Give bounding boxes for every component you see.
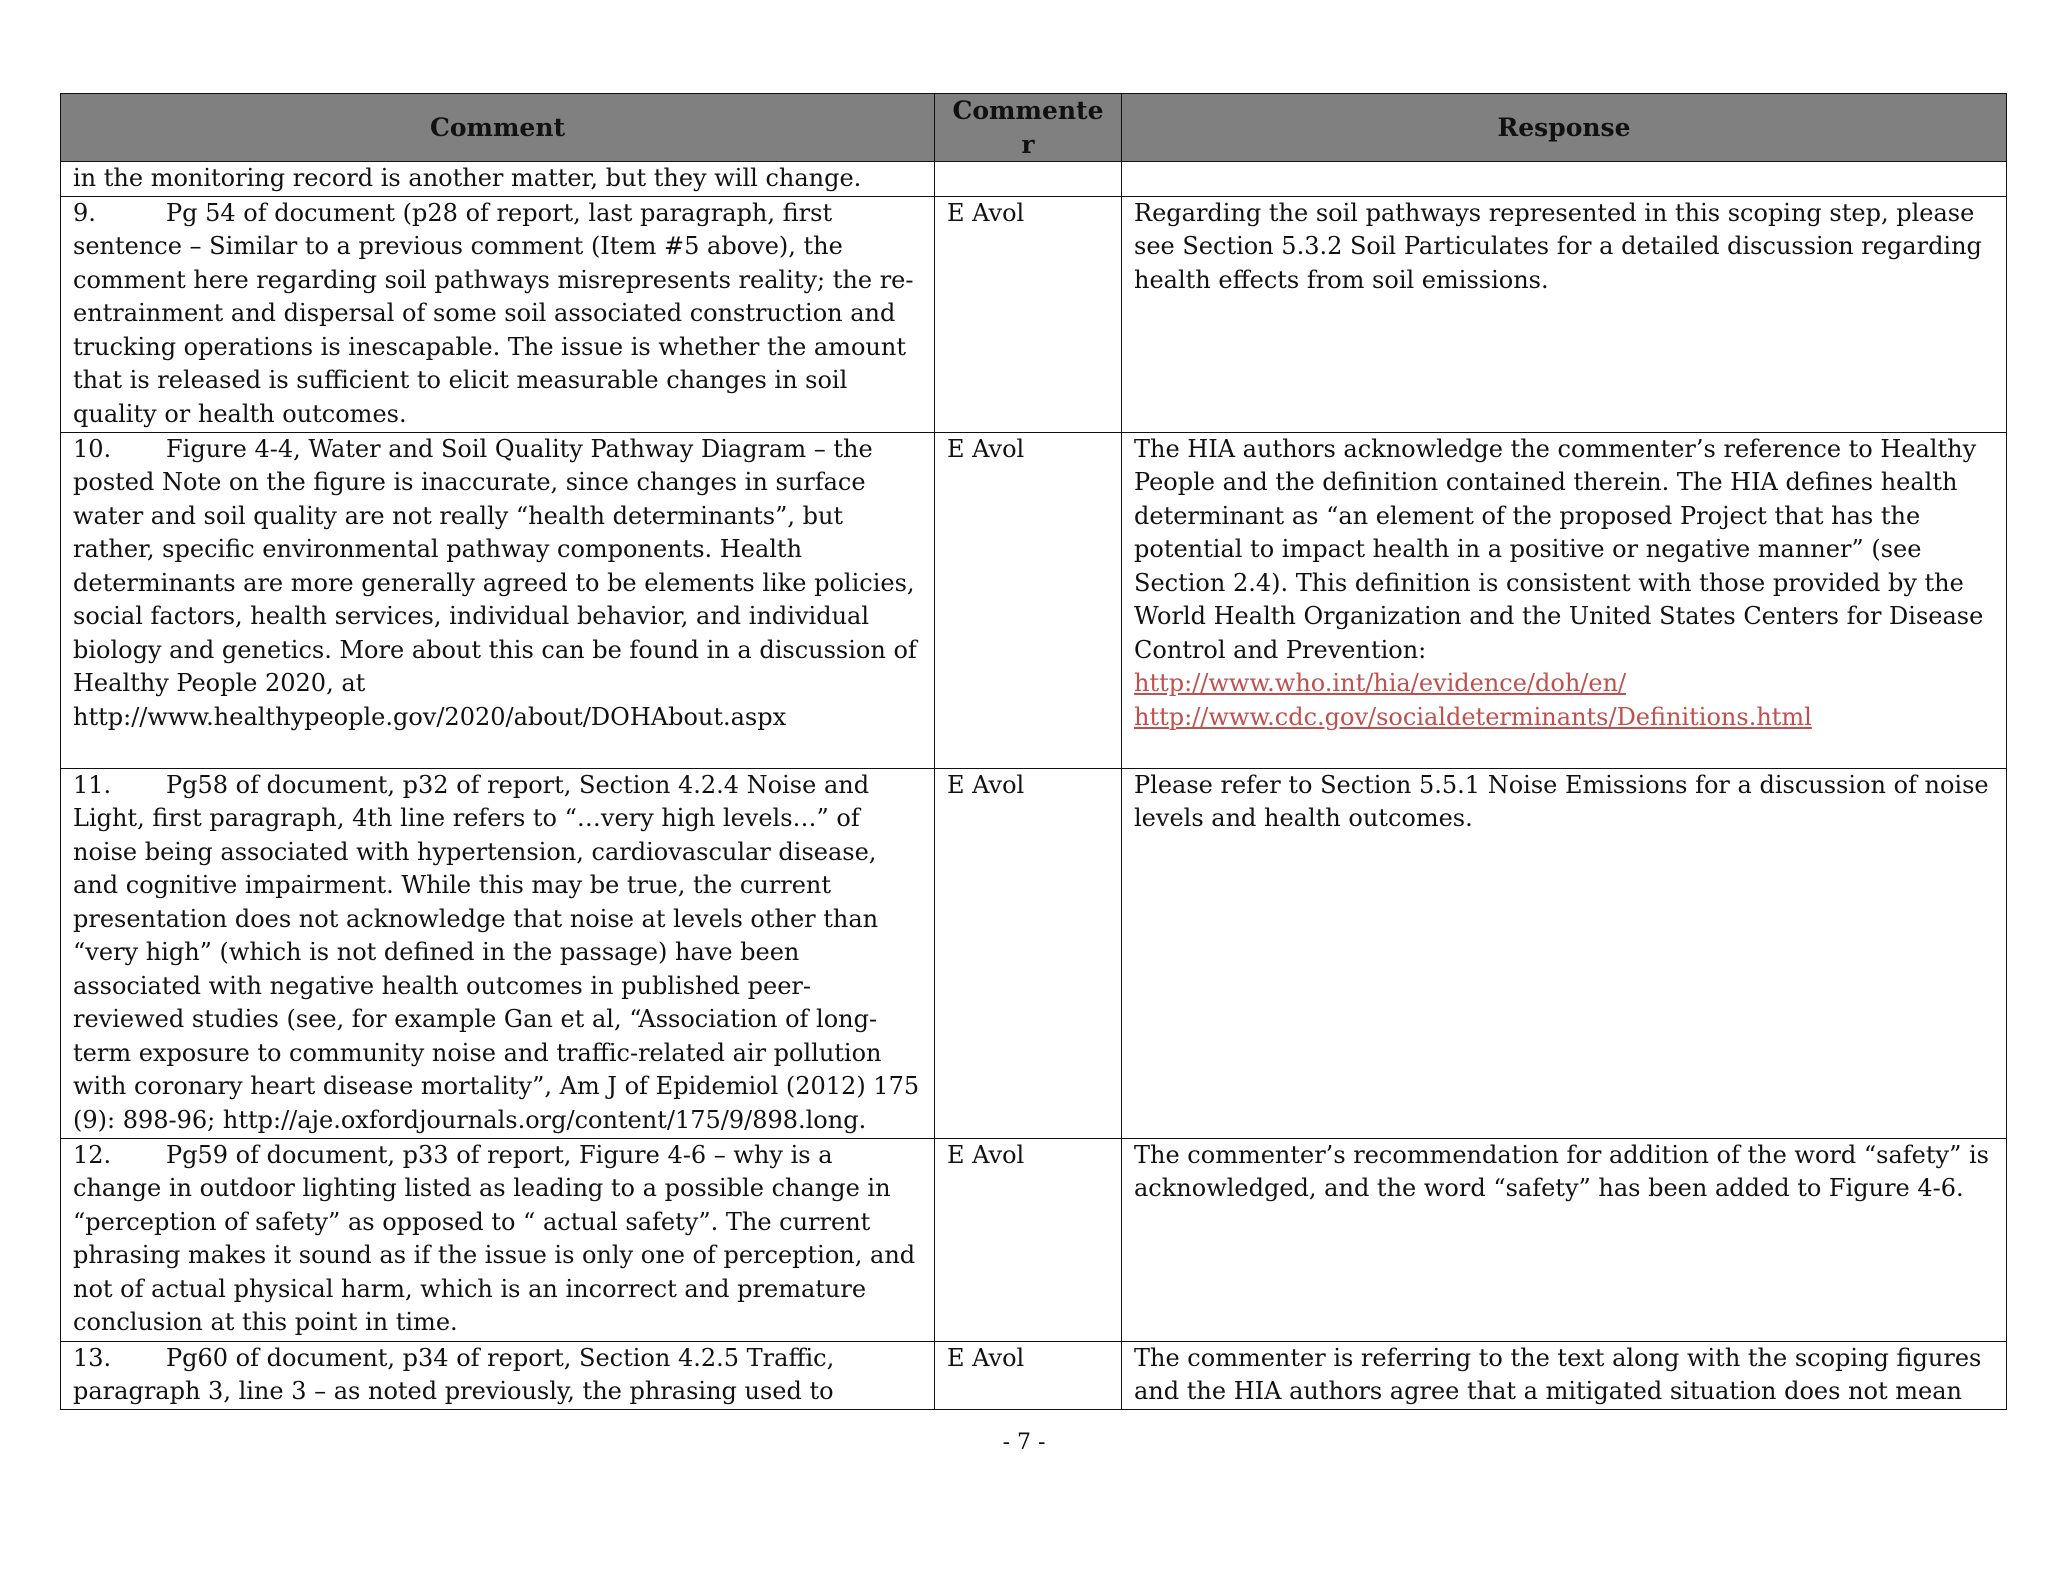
response-cell <box>1122 432 2007 768</box>
comment-cell <box>61 1341 935 1409</box>
commenter-cell: E Avol <box>935 196 1122 432</box>
item-number: 12. <box>73 1140 112 1169</box>
response-cell: Please refer to Section 5.5.1 Noise Emissions for a discussion of noise levels and health outcomes. <box>1122 768 2007 1138</box>
response-text: The HIA authors acknowledge the commenter’s reference to Healthy People and the definition contained therein. The HIA defines health determinant as “an element of the proposed Project that has the potential to impact health in a positive or negative manner” (see Section 2.4). This definition is consistent with those provided by the World Health Organization and the United States Centers for Disease Control and Prevention: <box>1134 434 1984 664</box>
item-number: 11. <box>73 770 112 799</box>
comment-text: Pg59 of document, p33 of report, Figure 4-6 – why is a change in outdoor lighting listed as leading to a possible change in “perception of safety” as opposed to “ actual safety”. The current phrasing makes it sound as if the issue is only one of perception, and not of actual physical harm, which is an incorrect and premature conclusion at this point in time. <box>73 1140 916 1336</box>
response-cell: The commenter’s recommendation for addition of the word “safety” is acknowledged, and the word “safety” has been added to Figure 4-6. <box>1122 1138 2007 1341</box>
header-comment: Comment <box>61 94 935 162</box>
cdc-definitions-link[interactable]: http://www.cdc.gov/socialdeterminants/Definitions.html <box>1134 702 1812 731</box>
commenter-cell: E Avol <box>935 1138 1122 1341</box>
comment-response-table <box>60 93 2007 1410</box>
commenter-cell: E Avol <box>935 768 1122 1138</box>
header-response: Response <box>1122 94 2007 162</box>
comment-text: Pg58 of document, p32 of report, Section 4.2.4 Noise and Light, first paragraph, 4th line refers to “…very high levels…” of noise being associated with hypertension, cardiovascular disease, and cognitive impairment. While this may be true, the current presentation does not acknowledge that noise at levels other than “very high” (which is not defined in the passage) have been associated with negative health outcomes in published peer-reviewed studies (see, for example Gan et al, “Association of long-term exposure to community noise and traffic-related air pollution with coronary heart disease mortality”, Am J of Epidemiol (2012) 175 (9): 898-96; http://aje.oxfordjournals.org/content/175/9/898.long. <box>73 770 920 1134</box>
comment-text: Pg60 of document, p34 of report, Section 4.2.5 Traffic, paragraph 3, line 3 – as noted previously, the phrasing used to <box>73 1343 835 1405</box>
item-number: 13. <box>73 1343 112 1372</box>
header-commenter: Commenter <box>935 94 1122 162</box>
comment-cell <box>61 196 935 432</box>
item-number: 10. <box>73 434 112 463</box>
table-row <box>61 1138 2007 1341</box>
comment-text: Pg 54 of document (p28 of report, last paragraph, first sentence – Similar to a previous comment (Item #5 above), the comment here regarding soil pathways misrepresents reality; the re-entrainment and dispersal of some soil associated construction and trucking operations is inescapable. The issue is whether the amount that is released is sufficient to elicit measurable changes in soil quality or health outcomes. <box>73 198 914 428</box>
commenter-cell: E Avol <box>935 432 1122 768</box>
table-row-continuation <box>61 162 2007 197</box>
comment-cell <box>61 432 935 768</box>
table-row <box>61 768 2007 1138</box>
table-row <box>61 1341 2007 1409</box>
table-row <box>61 432 2007 768</box>
comment-response-sheet <box>60 93 2006 1410</box>
item-number: 9. <box>73 198 96 227</box>
comment-cell <box>61 1138 935 1341</box>
response-cell: The commenter is referring to the text along with the scoping figures and the HIA authors agree that a mitigated situation does not mean <box>1122 1341 2007 1409</box>
comment-text: Figure 4-4, Water and Soil Quality Pathway Diagram – the posted Note on the figure is inaccurate, since changes in surface water and soil quality are not really “health determinants”, but rather, specific environmental pathway components. Health determinants are more generally agreed to be elements like policies, social factors, health services, individual behavior, and individual biology and genetics. More about this can be found in a discussion of Healthy People 2020, at http://www.healthypeople.gov/2020/about/DOHAbout.aspx <box>73 434 917 731</box>
response-cell: Regarding the soil pathways represented in this scoping step, please see Section 5.3.2 Soil Particulates for a detailed discussion regarding health effects from soil emissions. <box>1122 196 2007 432</box>
table-row <box>61 196 2007 432</box>
comment-cell: in the monitoring record is another matter, but they will change. <box>61 162 935 197</box>
page-number: - 7 - <box>1002 1430 1046 1455</box>
commenter-cell <box>935 162 1122 197</box>
response-cell <box>1122 162 2007 197</box>
who-doh-link[interactable]: http://www.who.int/hia/evidence/doh/en/ <box>1134 669 1627 697</box>
comment-cell <box>61 768 935 1138</box>
commenter-cell: E Avol <box>935 1341 1122 1409</box>
table-header-row <box>61 94 2007 162</box>
